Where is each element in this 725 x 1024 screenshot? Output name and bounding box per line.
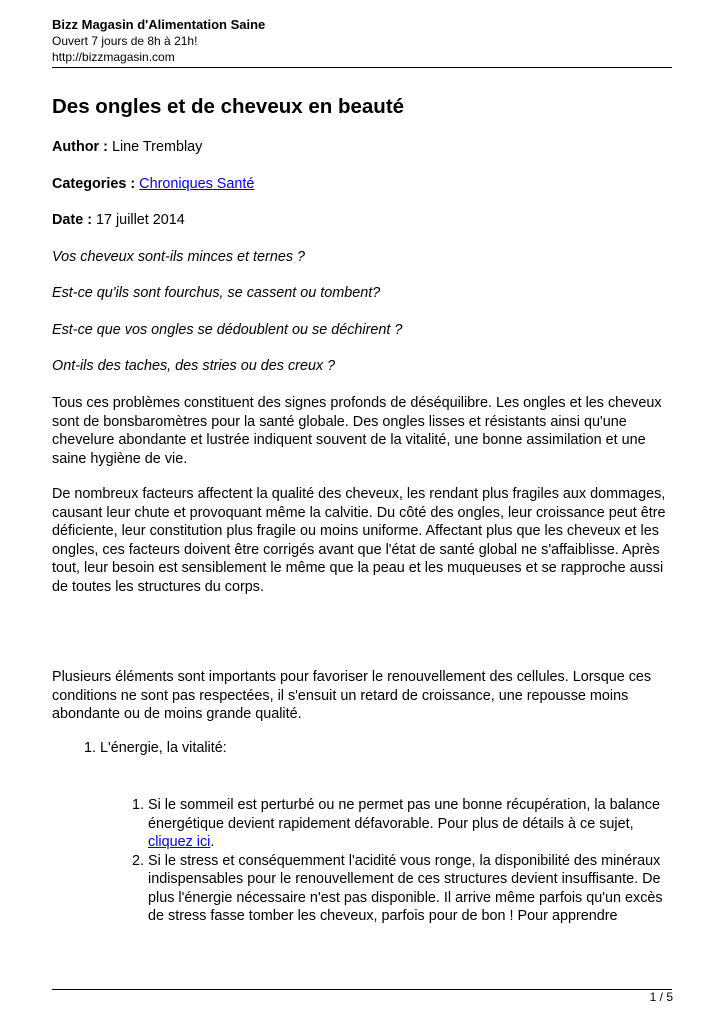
list-number: 1.	[84, 740, 97, 756]
author-label: Author :	[52, 139, 108, 155]
sublist-text: Si le stress et conséquemment l'acidité vous ronge, la disponibilité des minéraux indispensables pour le renouvellement de ces structures devient insuffisante. De plus l'énergie nécessaire n'est pas disponible. Il arrive même parfois qu'un excès de stress fasse tomber les cheveux, parfois pour de bon ! Pour apprendre	[148, 852, 663, 924]
date-value: 17 juillet 2014	[95, 212, 185, 228]
sublist-item-stress	[132, 852, 677, 926]
date-label: Date :	[52, 212, 92, 228]
question-1: Vos cheveux sont-ils minces et ternes ?	[52, 249, 306, 265]
category-link[interactable]: Chroniques Santé	[139, 176, 255, 192]
header-divider	[52, 67, 672, 68]
paragraph-1: Tous ces problèmes constituent des signes profonds de déséquilibre. Les ongles et les cheveux sont de bonsbaromètres pour la santé globale. Des ongles lisses et résistants ainsi qu'une chevelure abondante et lustrée indiquent souvent de la vitalité, une bonne assimilation et une saine hygiène de vie.	[52, 395, 662, 467]
list-item-energy	[84, 739, 227, 758]
article	[52, 88, 677, 924]
author-name: Line Tremblay	[111, 139, 203, 155]
question-2: Est-ce qu'ils sont fourchus, se cassent ou tombent?	[52, 285, 381, 301]
date-row	[52, 211, 185, 230]
categories-row	[52, 175, 254, 194]
question-3: Est-ce que vos ongles se dédoublent ou se déchirent ?	[52, 322, 403, 338]
site-hours: Ouvert 7 jours de 8h à 21h!	[52, 34, 198, 48]
categories-label: Categories :	[52, 176, 136, 192]
site-name: Bizz Magasin d'Alimentation Saine	[52, 17, 266, 32]
site-url: http://bizzmagasin.com	[52, 50, 175, 64]
sublist-item-sleep	[132, 796, 677, 852]
list-label: L'énergie, la vitalité:	[100, 740, 227, 756]
click-here-link[interactable]: cliquez ici	[148, 834, 211, 850]
sublist-text-end: .	[210, 834, 215, 850]
page-number: 1 / 5	[649, 990, 673, 1004]
paragraph-2: De nombreux facteurs affectent la qualité des cheveux, les rendant plus fragiles aux dommages, causant leur chute et provoquant même la calvitie. Du côté des ongles, leur croissance peut être déficiente, leur constitution plus fragile ou moins uniforme. Affectant plus que les cheveux et les ongles, ces facteurs doivent être corrigés avant que l'état de santé global ne s'affaiblisse. Après tout, leur besoin est sensiblement le même que la peau et les muqueuses et se rapproche aussi de toutes les structures du corps.	[52, 486, 666, 595]
question-4: Ont-ils des taches, des stries ou des creux ?	[52, 358, 336, 374]
article-title: Des ongles et de cheveux en beauté	[52, 95, 405, 118]
page-header	[52, 17, 672, 65]
sublist	[132, 796, 677, 926]
author-row	[52, 138, 202, 157]
footer-divider	[52, 989, 672, 990]
sublist-number: 2.	[132, 852, 145, 869]
sublist-number: 1.	[132, 797, 145, 813]
sublist-text: Si le sommeil est perturbé ou ne permet pas une bonne récupération, la balance énergétique devient rapidement défavorable. Pour plus de détails à ce sujet,	[148, 797, 660, 832]
paragraph-3: Plusieurs éléments sont importants pour favoriser le renouvellement des cellules. Lorsque ces conditions ne sont pas respectées, il s'ensuit un retard de croissance, une repousse moins abondante ou de moins grande qualité.	[52, 669, 652, 722]
